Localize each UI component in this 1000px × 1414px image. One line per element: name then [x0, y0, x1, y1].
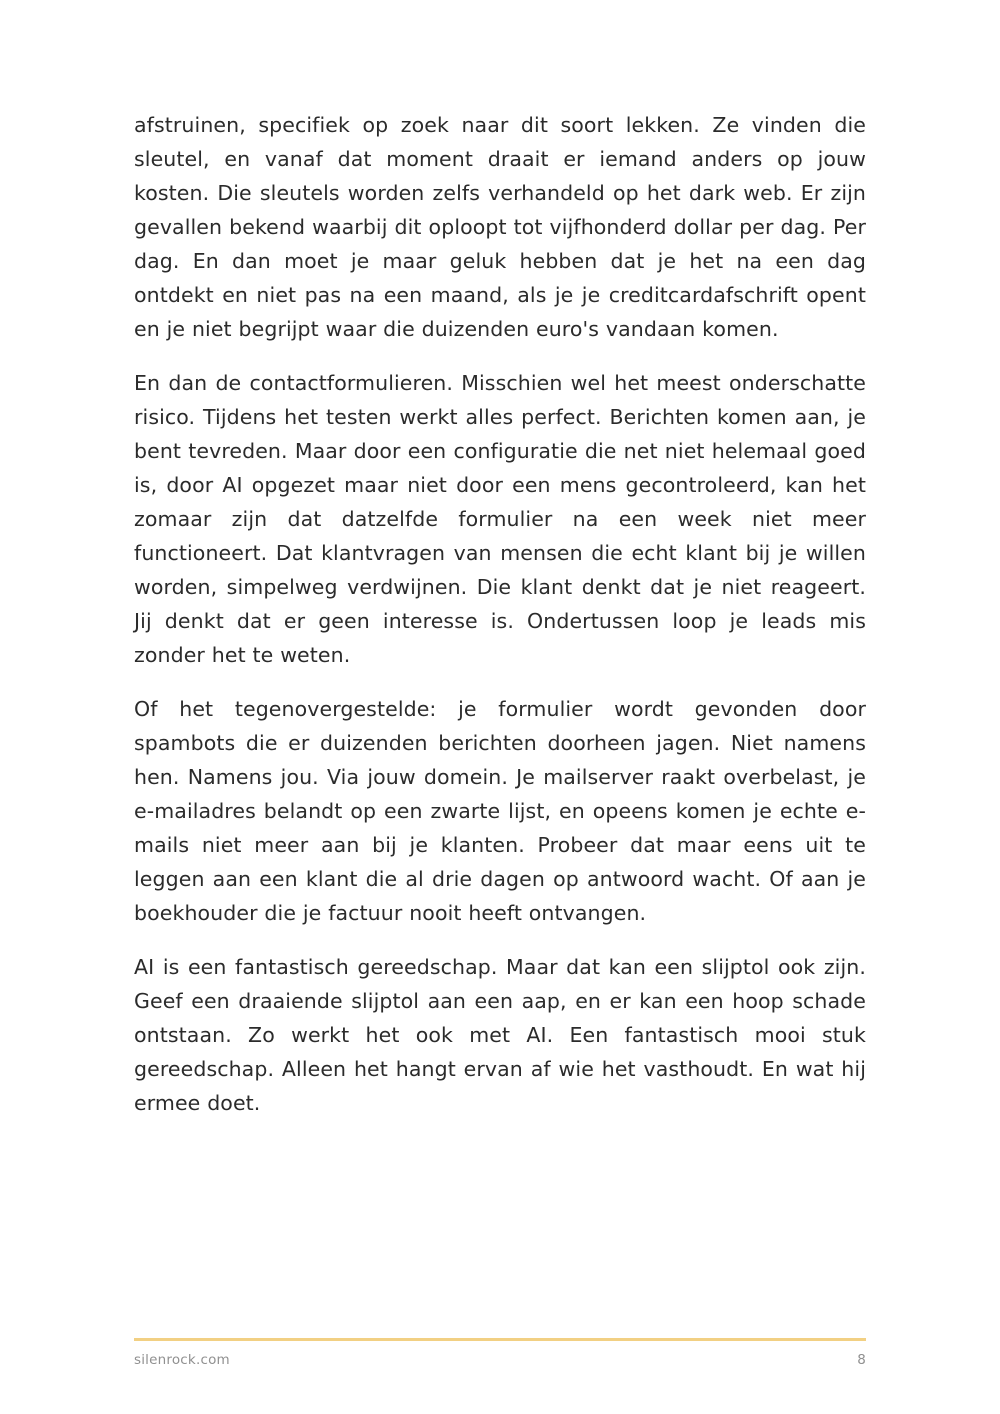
body-paragraph: En dan de contactformulieren. Misschien wel het meest onderschatte risico. Tijdens het testen werkt alles perfect. Berichten komen aan, je bent tevreden. Maar door een configuratie die net niet helemaal goed is, door AI opgezet maar niet door een mens gecontroleerd, kan het zomaar zijn dat datzelfde formulier na een week niet meer functioneert. Dat klantvragen van mensen die echt klant bij je willen worden, simpelweg verdwijnen. Die klant denkt dat je niet reageert. Jij denkt dat er geen interesse is. Ondertussen loop je leads mis zonder het te weten. [134, 371, 866, 667]
footer-divider [134, 1338, 866, 1341]
page-footer [134, 1338, 866, 1369]
page-body-content [134, 108, 866, 1120]
body-paragraph: Of het tegenovergestelde: je formulier wordt gevonden door spambots die er duizenden berichten doorheen jagen. Niet namens hen. Namens jou. Via jouw domein. Je mailserver raakt overbelast, je e-mailadres belandt op een zwarte lijst, en opeens komen je echte e-mails niet meer aan bij je klanten. Probeer dat maar eens uit te leggen aan een klant die al drie dagen op antwoord wacht. Of aan je boekhouder die je factuur nooit heeft ontvangen. [134, 697, 866, 925]
footer-row [134, 1351, 866, 1369]
page-header-blank [0, 0, 1000, 110]
body-paragraph: AI is een fantastisch gereedschap. Maar dat kan een slijptol ook zijn. Geef een draaiende slijptol aan een aap, en er kan een hoop schade ontstaan. Zo werkt het ook met AI. Een fantastisch mooi stuk gereedschap. Alleen het hangt ervan af wie het vasthoudt. En wat hij ermee doet. [134, 955, 866, 1115]
body-paragraph: afstruinen, specifiek op zoek naar dit soort lekken. Ze vinden die sleutel, en vanaf dat moment draait er iemand anders op jouw kosten. Die sleutels worden zelfs verhandeld op het dark web. Er zijn gevallen bekend waarbij dit oploopt tot vijfhonderd dollar per dag. Per dag. En dan moet je maar geluk hebben dat je het na een dag ontdekt en niet pas na een maand, als je je creditcardafschrift opent en je niet begrijpt waar die duizenden euro's vandaan komen. [134, 113, 866, 341]
footer-site-label: silenrock.com [134, 1351, 230, 1368]
footer-page-number: 8 [857, 1351, 866, 1368]
